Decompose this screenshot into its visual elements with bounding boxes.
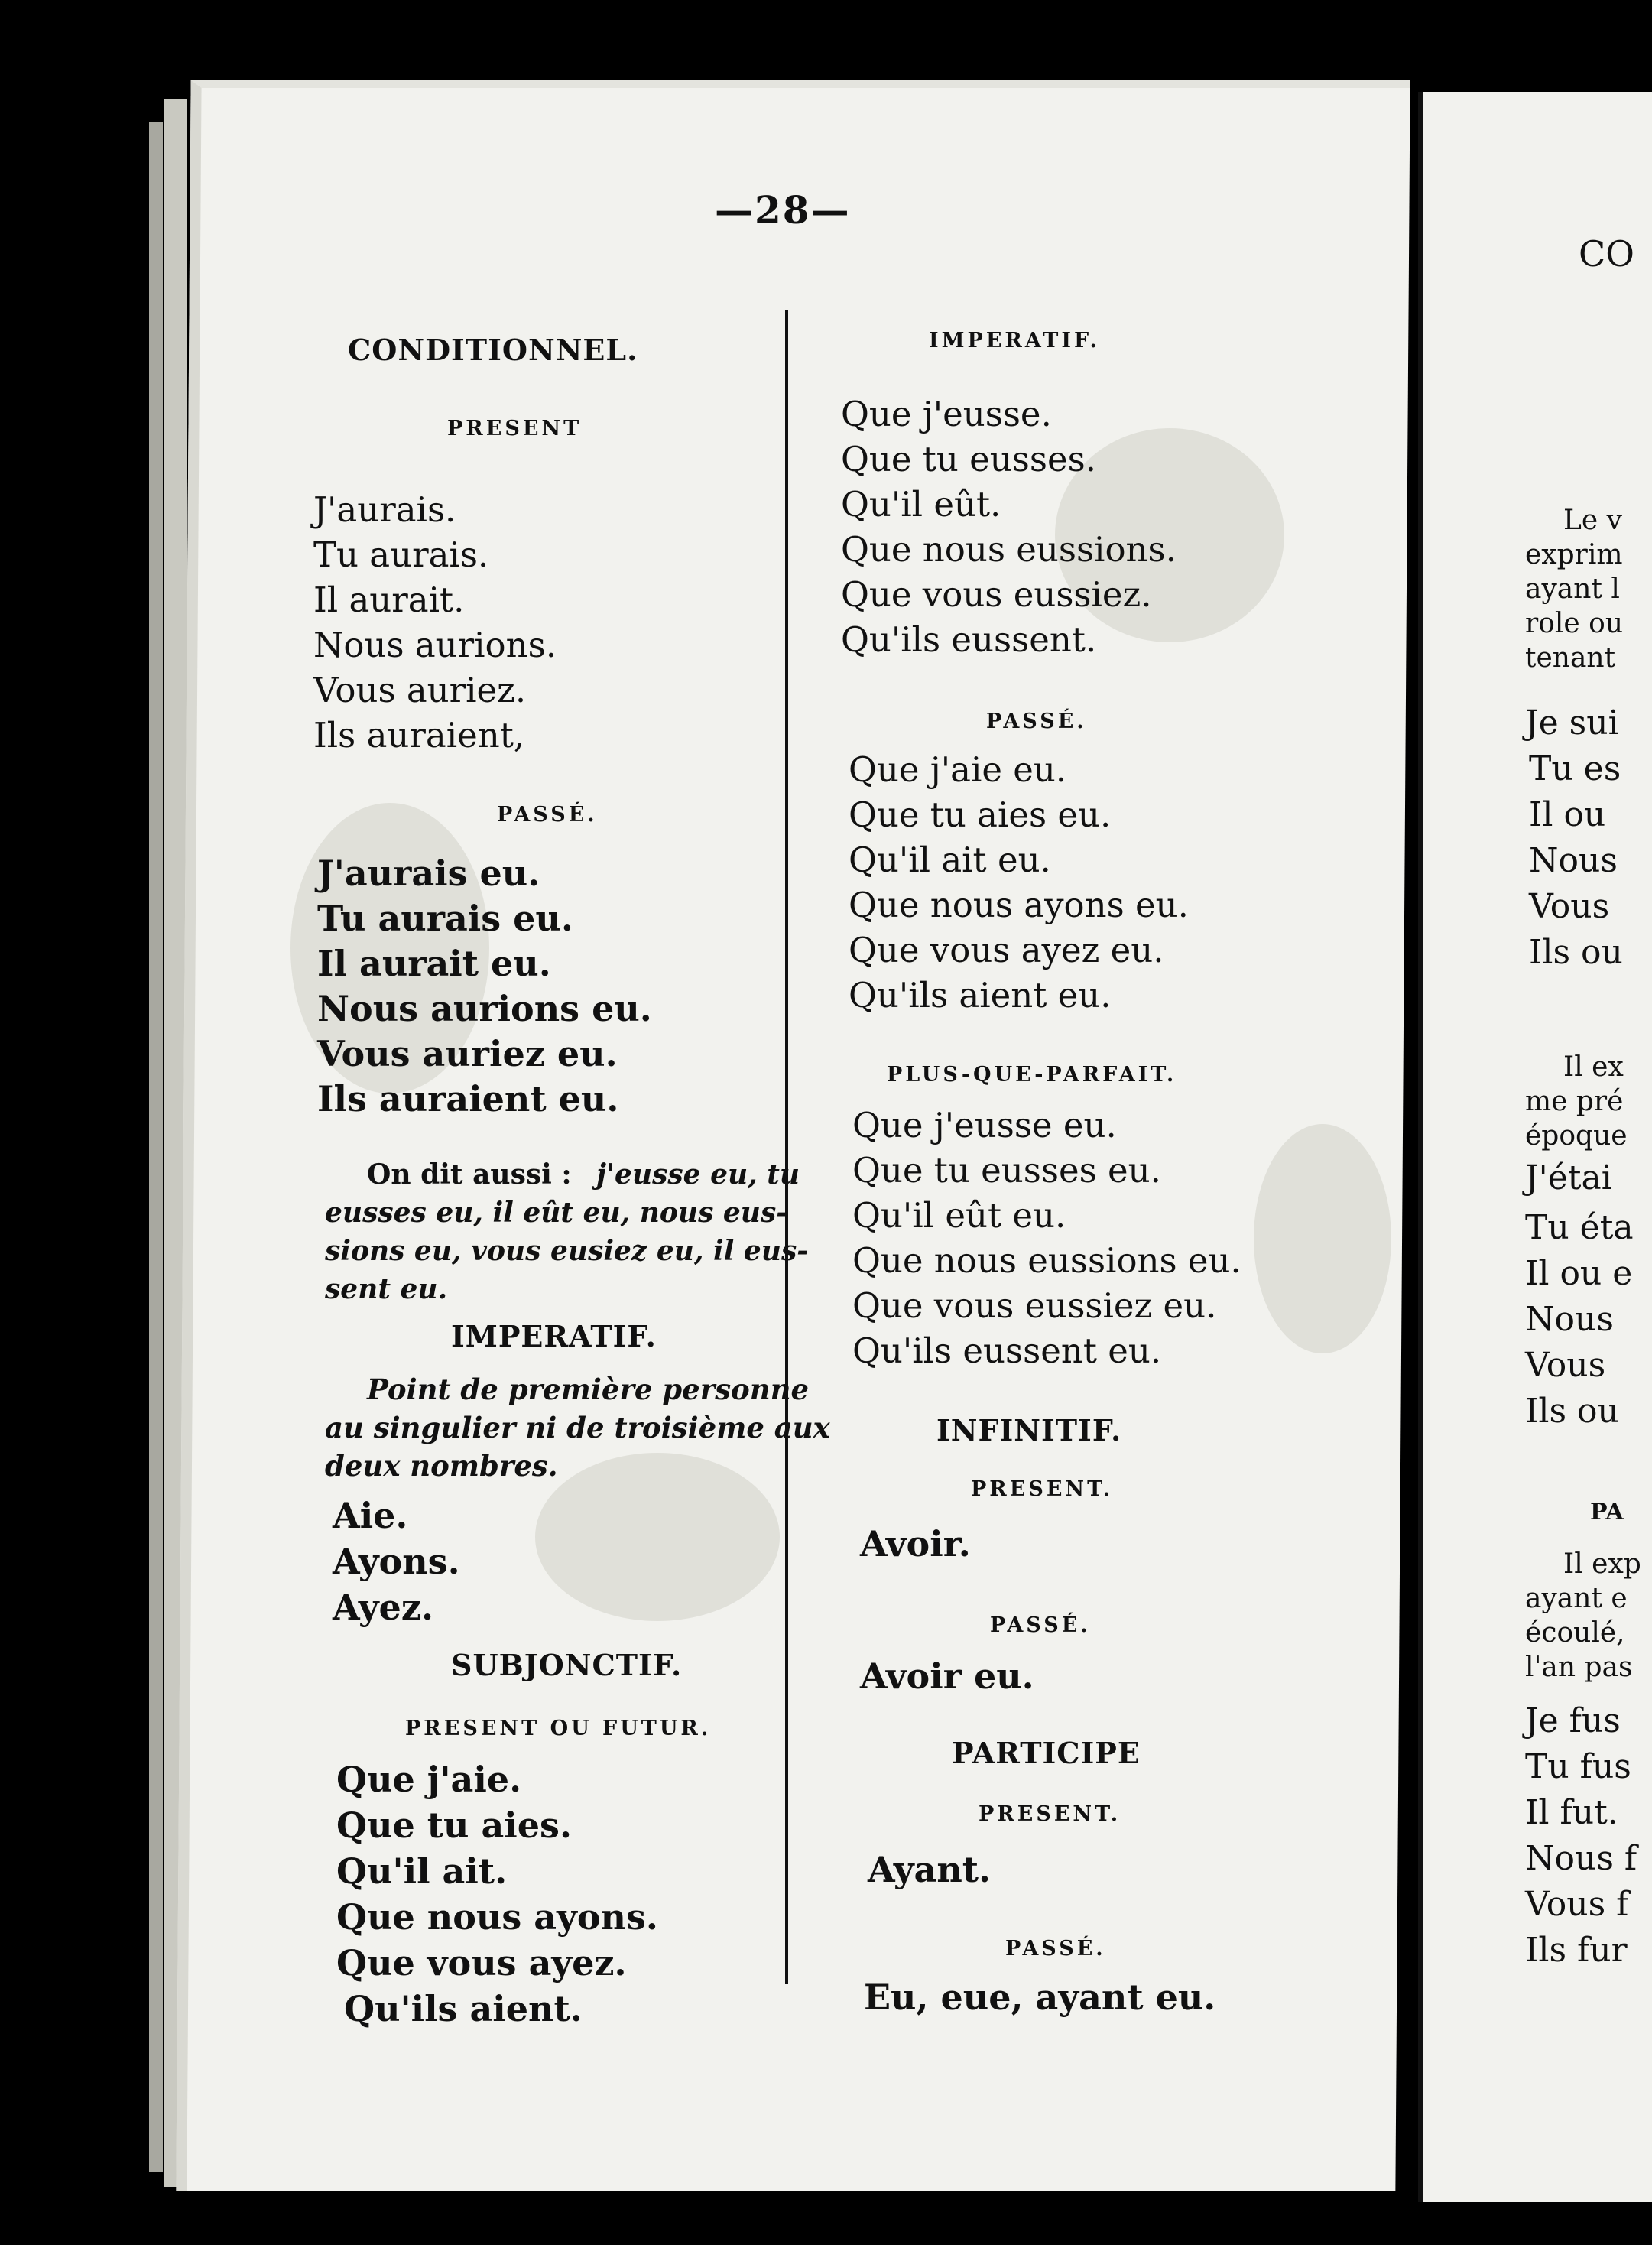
water-stain bbox=[535, 1453, 780, 1621]
next-page-line: PA bbox=[1590, 1499, 1624, 1525]
conjugation-line: Que j'aie eu. bbox=[849, 749, 1067, 790]
participe-passe-value: Eu, eue, ayant eu. bbox=[864, 1977, 1216, 2018]
conjugation-line: Qu'ils eussent eu. bbox=[852, 1330, 1162, 1371]
next-page-line: Il ex bbox=[1563, 1051, 1624, 1083]
conjugation-line: Que j'eusse. bbox=[841, 394, 1052, 434]
participe-present-value: Ayant. bbox=[868, 1849, 992, 1890]
conjugation-line: Qu'il ait eu. bbox=[849, 840, 1051, 880]
next-page-line: Nous bbox=[1525, 1300, 1614, 1339]
next-page-line: Vous f bbox=[1525, 1885, 1629, 1924]
imperatif-note: deux nombres. bbox=[325, 1449, 558, 1483]
participe-present-label: PRESENT. bbox=[979, 1802, 1121, 1826]
conjugation-line: Vous auriez eu. bbox=[317, 1033, 618, 1074]
conjugation-line: Que tu eusses eu. bbox=[852, 1150, 1161, 1191]
conjugation-line: Qu'il eût. bbox=[841, 484, 1001, 525]
imperatif-note: Point de première personne bbox=[367, 1373, 810, 1406]
conjugation-line: Il aurait. bbox=[313, 580, 465, 620]
next-page-clip bbox=[1426, 92, 1641, 2156]
next-page-line: Il fut. bbox=[1525, 1793, 1618, 1832]
imperatif-heading: IMPERATIF. bbox=[451, 1319, 657, 1353]
column-divider bbox=[785, 310, 788, 1984]
infinitif-passe-label: PASSÉ. bbox=[990, 1613, 1091, 1637]
next-page-line: écoulé, bbox=[1525, 1617, 1625, 1649]
plus-que-parfait-label: PLUS-QUE-PARFAIT. bbox=[887, 1063, 1177, 1087]
conjugation-line: J'aurais. bbox=[313, 489, 456, 530]
participe-heading: PARTICIPE bbox=[952, 1736, 1141, 1770]
conjugation-line: Vous auriez. bbox=[313, 670, 527, 710]
conjugation-line: Qu'il ait. bbox=[336, 1850, 508, 1892]
conjugation-line: Ayez. bbox=[333, 1587, 433, 1628]
conjugation-line: Que j'eusse eu. bbox=[852, 1105, 1117, 1145]
conjugation-line: Qu'ils aient eu. bbox=[849, 975, 1112, 1015]
passe-label: PASSÉ. bbox=[986, 710, 1087, 733]
next-page-header: CO bbox=[1579, 233, 1634, 275]
subjonctif-heading: SUBJONCTIF. bbox=[451, 1648, 683, 1682]
next-page-line: Il exp bbox=[1563, 1548, 1641, 1580]
note-text: sions eu, vous eusiez eu, il eus- bbox=[325, 1235, 809, 1267]
next-page-line: époque bbox=[1525, 1120, 1628, 1152]
infinitif-present-value: Avoir. bbox=[860, 1523, 971, 1564]
next-page-line: Nous f bbox=[1525, 1839, 1637, 1878]
conjugation-line: Aie. bbox=[333, 1495, 408, 1536]
infinitif-present-label: PRESENT. bbox=[971, 1477, 1114, 1501]
next-page-line: Ils ou bbox=[1529, 933, 1623, 972]
imparfait-label: IMPERATIF. bbox=[929, 329, 1100, 353]
next-page-line: Ils ou bbox=[1525, 1392, 1619, 1431]
note-text: eusses eu, il eût eu, nous eus- bbox=[325, 1197, 788, 1229]
next-page-line: me pré bbox=[1525, 1086, 1624, 1117]
next-page-line: Ils fur bbox=[1525, 1931, 1628, 1970]
next-page-line: Il ou bbox=[1529, 795, 1606, 834]
passe-label: PASSÉ. bbox=[497, 803, 598, 827]
conjugation-line: Que vous ayez. bbox=[336, 1942, 627, 1983]
conjugation-line: Que nous eussions eu. bbox=[852, 1240, 1241, 1281]
conjugation-line: Que tu eusses. bbox=[841, 439, 1097, 479]
next-page-line: ayant e bbox=[1525, 1583, 1628, 1614]
page-number: —28— bbox=[715, 187, 851, 232]
conjugation-line: Qu'ils eussent. bbox=[841, 619, 1097, 660]
page-stack-edge bbox=[149, 122, 163, 2172]
next-page-line: Vous bbox=[1525, 1346, 1606, 1385]
conjugation-line: Que vous eussiez eu. bbox=[852, 1285, 1217, 1326]
conjugation-line: Que tu aies eu. bbox=[849, 794, 1112, 835]
next-page-line: Nous bbox=[1529, 841, 1618, 880]
next-page-line: exprim bbox=[1525, 539, 1623, 570]
conjugation-line: Ils auraient, bbox=[313, 715, 525, 755]
conditionnel-heading: CONDITIONNEL. bbox=[348, 333, 638, 367]
note-text: sent eu. bbox=[325, 1273, 448, 1305]
conjugation-line: Que tu aies. bbox=[336, 1805, 572, 1846]
conjugation-line: Que nous eussions. bbox=[841, 529, 1177, 570]
conjugation-line: Que vous ayez eu. bbox=[849, 930, 1164, 970]
next-page-line: l'an pas bbox=[1525, 1652, 1633, 1683]
next-page-line: Tu fus bbox=[1525, 1747, 1631, 1786]
conjugation-line: Que vous eussiez. bbox=[841, 574, 1152, 615]
next-page-line: Je sui bbox=[1525, 703, 1619, 742]
next-page-line: Tu es bbox=[1529, 749, 1621, 788]
next-page-line: Il ou e bbox=[1525, 1254, 1633, 1293]
conjugation-line: Qu'ils aient. bbox=[344, 1988, 583, 2029]
note-text: j'eusse eu, tu bbox=[596, 1158, 800, 1191]
conjugation-line: Tu aurais. bbox=[313, 534, 489, 575]
water-stain bbox=[1254, 1124, 1391, 1353]
conjugation-line: Il aurait eu. bbox=[317, 943, 551, 984]
conjugation-line: J'aurais eu. bbox=[317, 853, 540, 894]
next-page-line: role ou bbox=[1525, 608, 1624, 639]
infinitif-heading: INFINITIF. bbox=[936, 1413, 1122, 1447]
conjugation-line: Ils auraient eu. bbox=[317, 1078, 619, 1119]
subjonctif-present-label: PRESENT OU FUTUR. bbox=[405, 1717, 712, 1740]
infinitif-passe-value: Avoir eu. bbox=[860, 1655, 1034, 1697]
conjugation-line: Que j'aie. bbox=[336, 1759, 522, 1800]
conjugation-line: Ayons. bbox=[333, 1541, 460, 1582]
next-page-line: Je fus bbox=[1525, 1701, 1621, 1740]
next-page-line: Vous bbox=[1529, 887, 1610, 926]
conjugation-line: Que nous ayons. bbox=[336, 1896, 658, 1938]
next-page-line: tenant bbox=[1525, 642, 1616, 674]
note-lead: On dit aussi : bbox=[367, 1158, 572, 1191]
next-page-line: Le v bbox=[1563, 505, 1622, 536]
next-page-line: J'étai bbox=[1525, 1158, 1612, 1197]
present-label: PRESENT bbox=[447, 417, 583, 440]
conjugation-line: Que nous ayons eu. bbox=[849, 885, 1189, 925]
next-page-line: ayant l bbox=[1525, 573, 1620, 605]
next-page-line: Tu éta bbox=[1525, 1208, 1634, 1247]
conjugation-line: Nous aurions eu. bbox=[317, 988, 652, 1029]
imperatif-note: au singulier ni de troisième aux bbox=[325, 1411, 830, 1444]
conjugation-line: Qu'il eût eu. bbox=[852, 1195, 1066, 1236]
conjugation-line: Tu aurais eu. bbox=[317, 898, 573, 939]
conjugation-line: Nous aurions. bbox=[313, 625, 557, 665]
participe-passe-label: PASSÉ. bbox=[1005, 1937, 1106, 1961]
